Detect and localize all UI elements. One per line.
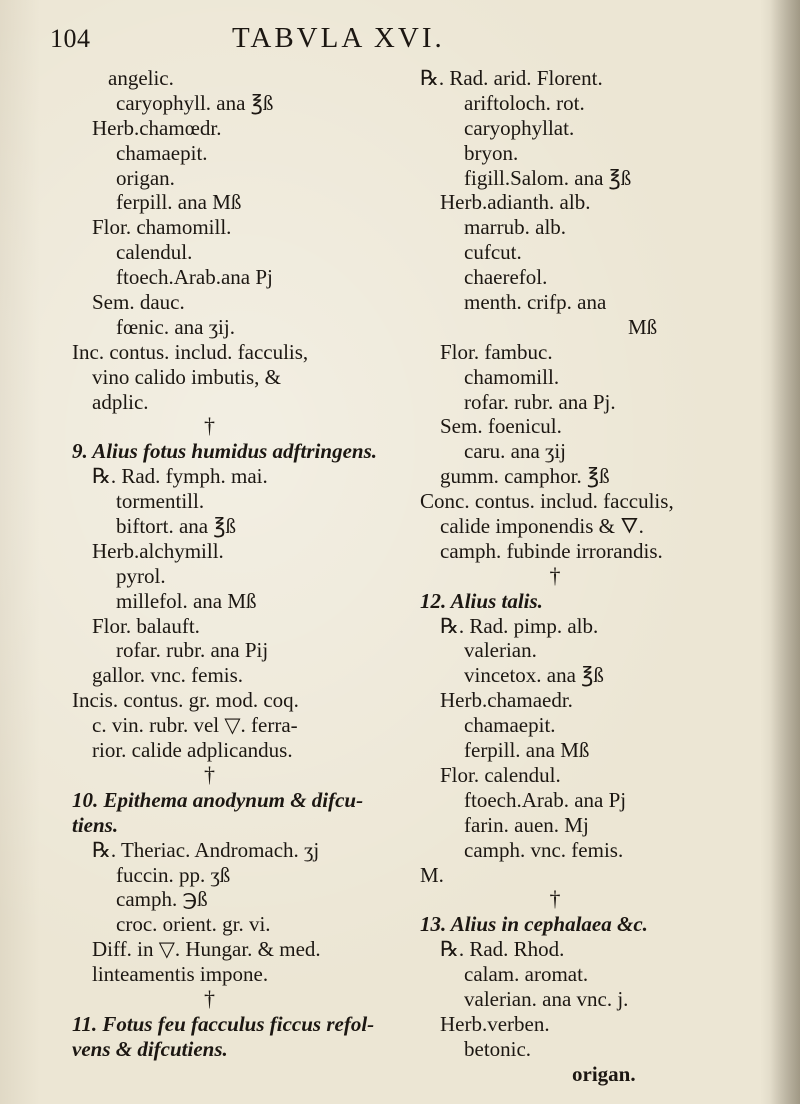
text-line: c. vin. rubr. vel ▽. ferra- xyxy=(92,713,298,738)
text-line: valerian. xyxy=(464,638,537,663)
text-line: menth. crifp. ana xyxy=(464,290,607,315)
text-line: bryon. xyxy=(464,140,519,165)
section-divider-dagger: † xyxy=(549,562,561,588)
text-line: ℞. Theriac. Andromach. ʒj xyxy=(92,837,320,862)
text-line: Flor. fambuc. xyxy=(440,339,553,364)
section-heading: 12. Alius talis. xyxy=(420,588,543,613)
section-heading: 9. Alius fotus humidus adftringens. xyxy=(72,439,377,464)
text-line: calendul. xyxy=(116,240,193,265)
section-divider-dagger: † xyxy=(204,761,215,787)
text-line: calide imponendis & 🜄. xyxy=(440,514,644,539)
text-line: pyrol. xyxy=(116,563,166,588)
text-line: fœnic. ana ʒij. xyxy=(116,314,235,339)
text-line: vincetox. ana ℥ß xyxy=(464,663,604,688)
text-line: ferpill. ana Mß xyxy=(464,738,590,763)
text-line: valerian. ana vnc. j. xyxy=(464,986,629,1011)
text-line: cufcut. xyxy=(464,240,522,265)
text-line: ferpill. ana Mß xyxy=(116,190,242,215)
text-line: Sem. dauc. xyxy=(92,290,185,315)
section-heading: vens & difcutiens. xyxy=(72,1036,228,1061)
text-line: Flor. calendul. xyxy=(440,762,561,787)
text-line: Mß xyxy=(628,314,658,339)
text-line: fuccin. pp. ʒß xyxy=(116,862,231,887)
text-line: betonic. xyxy=(464,1036,532,1061)
text-line: farin. auen. Mj xyxy=(464,812,589,837)
section-heading: tiens. xyxy=(72,812,119,837)
text-line: vino calido imbutis, & xyxy=(92,364,281,389)
section-heading: 11. Fotus feu facculus ficcus refol- xyxy=(72,1011,375,1036)
section-heading: 10. Epithema anodynum & difcu- xyxy=(72,787,364,812)
text-line: Herb.alchymill. xyxy=(92,538,224,563)
section-divider-dagger: † xyxy=(204,413,215,439)
text-line: ℞. Rad. arid. Florent. xyxy=(420,66,603,90)
section-heading: 13. Alius in cephalaea &c. xyxy=(420,912,648,937)
text-line: linteamentis impone. xyxy=(92,962,269,987)
text-line: calam. aromat. xyxy=(464,962,589,987)
text-line: ariftoloch. rot. xyxy=(464,90,585,115)
section-divider-dagger: † xyxy=(204,985,215,1011)
text-line: figill.Salom. ana ℥ß xyxy=(464,165,632,190)
text-line: chamaepit. xyxy=(116,140,208,165)
text-line: Inc. contus. includ. facculis, xyxy=(72,339,309,364)
text-line: camph. ℈ß xyxy=(116,887,208,912)
section-divider-dagger: † xyxy=(549,886,561,912)
text-line: camph. fubinde irrorandis. xyxy=(440,538,663,563)
text-line: origan. xyxy=(116,165,175,190)
text-line: adplic. xyxy=(92,389,149,414)
text-line: caru. ana ʒij xyxy=(464,439,567,464)
text-line: chamomill. xyxy=(464,364,560,389)
text-line: camph. vnc. femis. xyxy=(464,837,624,862)
text-line: rofar. rubr. ana Pj. xyxy=(464,389,616,414)
text-line: angelic. xyxy=(108,66,174,90)
text-line: ℞. Rad. fymph. mai. xyxy=(92,464,268,489)
text-line: Flor. chamomill. xyxy=(92,215,232,240)
text-line: ftoech.Arab.ana Pj xyxy=(116,265,273,290)
text-line: Conc. contus. includ. facculis, xyxy=(420,489,674,514)
text-line: chaerefol. xyxy=(464,265,548,290)
left-column xyxy=(72,66,417,1062)
text-line: M. xyxy=(420,862,444,887)
text-line: marrub. alb. xyxy=(464,215,567,240)
text-line: Sem. foenicul. xyxy=(440,414,562,439)
text-line: tormentill. xyxy=(116,489,205,514)
text-line: millefol. ana Mß xyxy=(116,588,257,613)
text-line: Herb.chamaedr. xyxy=(440,688,573,713)
text-line: caryophyllat. xyxy=(464,115,575,140)
running-title: TABVLA XVI. xyxy=(232,22,445,54)
text-line: gumm. camphor. ℥ß xyxy=(440,464,610,489)
text-line: Herb.verben. xyxy=(440,1011,550,1036)
text-line: Flor. balauft. xyxy=(92,613,200,638)
right-column xyxy=(420,66,760,1087)
page-number: 104 xyxy=(50,24,91,53)
text-line: Incis. contus. gr. mod. coq. xyxy=(72,688,299,713)
text-line: ℞. Rad. pimp. alb. xyxy=(440,613,599,638)
text-line: rior. calide adplicandus. xyxy=(92,738,293,763)
text-line: Herb.chamœdr. xyxy=(92,115,222,140)
text-line: caryophyll. ana ℥ß xyxy=(116,90,274,115)
text-line: croc. orient. gr. vi. xyxy=(116,912,271,937)
text-line: biftort. ana ℥ß xyxy=(116,514,237,539)
text-line: Herb.adianth. alb. xyxy=(440,190,591,215)
text-line: gallor. vnc. femis. xyxy=(92,663,244,688)
text-line: ftoech.Arab. ana Pj xyxy=(464,787,627,812)
text-line: ℞. Rad. Rhod. xyxy=(440,937,565,962)
text-line: chamaepit. xyxy=(464,713,556,738)
text-line: Diff. in ▽. Hungar. & med. xyxy=(92,937,321,962)
page-edge-shadow xyxy=(770,0,800,1104)
text-line: rofar. rubr. ana Pij xyxy=(116,638,269,663)
catchword: origan. xyxy=(572,1061,636,1086)
